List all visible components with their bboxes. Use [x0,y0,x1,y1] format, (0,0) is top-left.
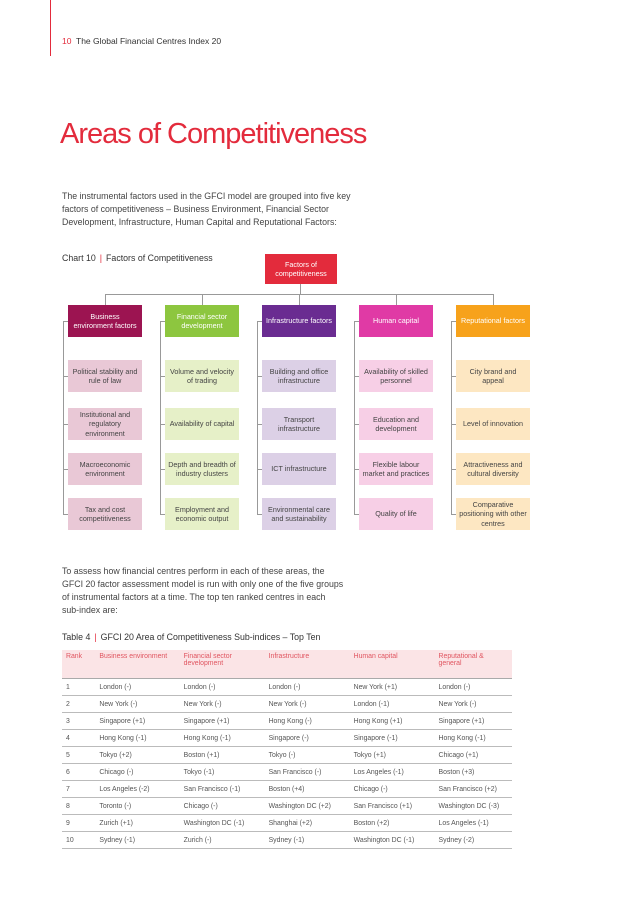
factor-box: Institutional and regulatory environment [68,408,142,440]
table-row [62,747,512,764]
table-cell: Sydney (-1) [95,832,179,849]
connector-line [396,294,397,305]
connector-line [354,321,355,514]
connector-line [299,294,300,305]
table-cell: New York (+1) [350,679,435,696]
table-cell: San Francisco (-) [265,764,350,781]
assess-line: of instrumental factors at a time. The top ten ranked centres in each [62,592,326,602]
assess-line: GFCI 20 factor assessment model is run with only one of the five groups [62,579,344,589]
column-header: Human capital [350,650,435,679]
table-cell: Washington DC (+2) [265,798,350,815]
table-caption [62,632,320,642]
connector-line [493,294,494,305]
assess-line: To assess how financial centres perform in each of these areas, the [62,566,325,576]
table-header-row [62,650,512,679]
connector-line [451,321,456,322]
connector-line [105,294,106,305]
table-cell: Hong Kong (+1) [350,713,435,730]
factor-box: Depth and breadth of industry clusters [165,453,239,485]
running-title: The Global Financial Centres Index 20 [76,36,222,46]
table-cell: London (-) [180,679,265,696]
table-cell: 8 [62,798,95,815]
connector-line [63,321,64,514]
factor-box: Availability of capital [165,408,239,440]
factor-box: Employment and economic output [165,498,239,530]
table-cell: Washington DC (-3) [435,798,512,815]
column-head-box: Business environment factors [68,305,142,337]
table-cell: Hong Kong (-1) [435,730,512,747]
table-cell: Chicago (+1) [435,747,512,764]
connector-line [160,321,161,514]
table-cell: Singapore (-) [265,730,350,747]
header-rule [50,0,51,56]
connector-line [257,321,262,322]
table-cell: London (-1) [350,696,435,713]
table-cell: New York (-) [435,696,512,713]
factor-box: Comparative positioning with other centres [456,498,530,530]
factor-box: Attractiveness and cultural diversity [456,453,530,485]
table-cell: Sydney (-1) [265,832,350,849]
table-cell: Zurich (-) [180,832,265,849]
table-cell: Boston (+1) [180,747,265,764]
connector-line [160,321,165,322]
table-cell: Tokyo (-1) [180,764,265,781]
chart-title: Factors of Competitiveness [106,253,213,263]
factor-box: Volume and velocity of trading [165,360,239,392]
table-cell: London (-) [95,679,179,696]
intro-line: The instrumental factors used in the GFCI model are grouped into five key [62,191,351,201]
column-header: Rank [62,650,95,679]
caption-separator: | [94,632,97,642]
table-cell: Singapore (+1) [180,713,265,730]
table-cell: New York (-) [180,696,265,713]
table-cell: San Francisco (+2) [435,781,512,798]
table-cell: New York (-) [95,696,179,713]
column-head-box: Infrastructure factors [262,305,336,337]
connector-line [354,321,359,322]
table-cell: Tokyo (-) [265,747,350,764]
factor-box: Political stability and rule of law [68,360,142,392]
table-row [62,730,512,747]
table-cell: Los Angeles (-2) [95,781,179,798]
table-cell: Washington DC (-1) [350,832,435,849]
table-cell: 10 [62,832,95,849]
connector-line [63,321,68,322]
chart-label: Chart 10 [62,253,96,263]
table-cell: San Francisco (-1) [180,781,265,798]
table-cell: London (-) [265,679,350,696]
column-header: Infrastructure [265,650,350,679]
table-cell: London (-) [435,679,512,696]
table-cell: Zurich (+1) [95,815,179,832]
table-cell: San Francisco (+1) [350,798,435,815]
table-cell: Singapore (-1) [350,730,435,747]
table-cell: Los Angeles (-1) [435,815,512,832]
table-cell: 2 [62,696,95,713]
chart-caption [62,253,213,263]
assess-paragraph [62,565,402,617]
factor-box: Availability of skilled personnel [359,360,433,392]
page-title: Areas of Competitiveness [60,118,367,150]
intro-line: factors of competitiveness – Business Environment, Financial Sector [62,204,329,214]
intro-paragraph [62,190,402,229]
table-cell: Tokyo (+2) [95,747,179,764]
factor-box: Quality of life [359,498,433,530]
table-cell: Chicago (-) [95,764,179,781]
table-cell: 3 [62,713,95,730]
table-cell: Washington DC (-1) [180,815,265,832]
column-header: Reputational & general [435,650,512,679]
table-row [62,679,512,696]
connector-line [257,321,258,514]
table-cell: Singapore (+1) [435,713,512,730]
connector-line [451,321,452,514]
table-cell: Boston (+4) [265,781,350,798]
table-cell: Boston (+3) [435,764,512,781]
competitiveness-table [62,650,512,849]
table-cell: New York (-) [265,696,350,713]
table-cell: Boston (+2) [350,815,435,832]
table-cell: 5 [62,747,95,764]
table-label: Table 4 [62,632,91,642]
factor-box: Building and office infrastructure [262,360,336,392]
factor-box: Environmental care and sustainability [262,498,336,530]
connector-line [300,284,301,294]
table-row [62,815,512,832]
table-cell: Sydney (-2) [435,832,512,849]
table-cell: Shanghai (+2) [265,815,350,832]
table-row [62,781,512,798]
table-row [62,696,512,713]
table-cell: Los Angeles (-1) [350,764,435,781]
table-cell: 6 [62,764,95,781]
table-cell: Chicago (-) [350,781,435,798]
factor-box: City brand and appeal [456,360,530,392]
table-cell: 4 [62,730,95,747]
connector-line [202,294,203,305]
table-cell: 9 [62,815,95,832]
table-cell: 1 [62,679,95,696]
column-head-box: Human capital [359,305,433,337]
intro-line: Development, Infrastructure, Human Capital and Reputational Factors: [62,217,337,227]
table-cell: Hong Kong (-) [265,713,350,730]
table-cell: Tokyo (+1) [350,747,435,764]
table-cell: Toronto (-) [95,798,179,815]
factor-box: Level of innovation [456,408,530,440]
table-cell: Singapore (+1) [95,713,179,730]
factor-box: Transport infrastructure [262,408,336,440]
factor-box: Tax and cost competitiveness [68,498,142,530]
column-head-box: Financial sector development [165,305,239,337]
table-row [62,798,512,815]
table-title: GFCI 20 Area of Competitiveness Sub-indices – Top Ten [100,632,321,642]
factor-box: Flexible labour market and practices [359,453,433,485]
factor-box: Education and development [359,408,433,440]
table-row [62,764,512,781]
table-cell: Hong Kong (-1) [95,730,179,747]
column-header: Business environment [95,650,179,679]
table-row [62,713,512,730]
caption-separator: | [99,253,103,263]
factor-box: Macroeconomic environment [68,453,142,485]
table-row [62,832,512,849]
table-cell: 7 [62,781,95,798]
page-number: 10 [62,36,72,46]
table-cell: Chicago (-) [180,798,265,815]
factor-box: ICT infrastructure [262,453,336,485]
assess-line: sub-index are: [62,605,118,615]
column-head-box: Reputational factors [456,305,530,337]
table-cell: Hong Kong (-1) [180,730,265,747]
root-box: Factors of competitiveness [265,254,337,284]
column-header: Financial sector development [180,650,265,679]
